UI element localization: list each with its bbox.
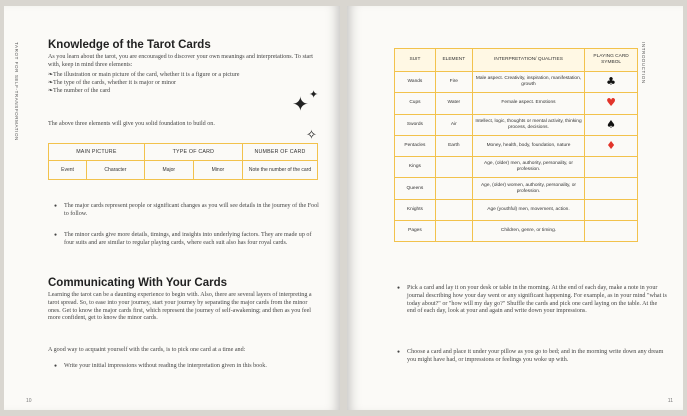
table-row — [395, 72, 638, 93]
heading-knowledge: Knowledge of the Tarot Cards — [48, 39, 211, 51]
table-row — [395, 93, 638, 114]
quality-cell: Age (youthful) men, movement, action. — [472, 199, 584, 220]
table-cell: Minor — [193, 161, 242, 180]
communicating-paragraph-2: A good way to acquaint yourself with the cards, is to pick one card at a time and: — [48, 347, 246, 353]
symbol-cell — [585, 199, 638, 220]
symbol-cell — [585, 178, 638, 199]
table-header: NUMBER OF CARD — [243, 144, 318, 161]
quality-cell: Female aspect. Emotions — [472, 93, 584, 114]
element-cell: Water — [435, 93, 472, 114]
element-cell: Air — [435, 114, 472, 135]
table-cell: Major — [144, 161, 193, 180]
heading-communicating: Communicating With Your Cards — [48, 277, 228, 289]
suit-cell: Swords — [395, 114, 436, 135]
left-page — [4, 6, 340, 410]
element-cell — [435, 178, 472, 199]
element-cell: Fire — [435, 72, 472, 93]
table-cell: Note the number of the card — [243, 161, 318, 180]
table-header: MAIN PICTURE — [49, 144, 145, 161]
elements-table — [48, 143, 318, 180]
element-cell — [435, 221, 472, 242]
quality-cell: Intellect, logic, thoughts or mental activity, thinking process, decisions. — [472, 114, 584, 135]
pick-card-bullet: ● Pick a card and lay it on your desk or table in the morning. At the end of each day, make a note in your journal describing how your day went or any significant happening. For example, as in your mind "what is today about?" or "how will my day go?" Shuffle the cards and pick one card laying on the table. At the end of each day, look at your and again and write down your impressions. — [397, 285, 667, 316]
suit-cell: Queens — [395, 178, 436, 199]
table-header: SUIT — [395, 49, 436, 72]
heart-icon: ♥ — [606, 96, 617, 110]
table-row — [395, 157, 638, 178]
right-page — [347, 6, 683, 410]
spade-icon: ♠ — [606, 117, 617, 131]
table-header: INTERPRETATION/ QUALITIES — [472, 49, 584, 72]
table-row — [395, 221, 638, 242]
suit-cell: Cups — [395, 93, 436, 114]
right-vertical-label: INTRODUCTION — [641, 42, 647, 84]
club-icon: ♣ — [606, 75, 617, 89]
table-cell: Character — [87, 161, 145, 180]
suit-cell: Wands — [395, 72, 436, 93]
quality-cell: Male aspect. Creativity, inspiration, manifestation, growth — [472, 72, 584, 93]
suit-table — [394, 48, 638, 242]
suit-cell: Pages — [395, 221, 436, 242]
element-cell: Earth — [435, 135, 472, 156]
communicating-paragraph: Learning the tarot can be a daunting experience to begin with. Also, there are several layers of interpreting a tarot spread. So, to ease into your journey, start your journey by separating the major cards from the minor ones. Get to know the major cards first, which represent the journey of self-awakening; and then as you feel more confident, get to know the minor cards. — [48, 292, 312, 322]
symbol-cell — [585, 157, 638, 178]
table-row — [395, 114, 638, 135]
element-cell — [435, 157, 472, 178]
table-header: ELEMENT — [435, 49, 472, 72]
list-item: ❧ The illustration or main picture of the card, whether it is a figure or a picture — [48, 72, 298, 80]
major-cards-bullet: ● The major cards represent people or significant changes as you will see details in the journey of the Fool to follow. — [54, 203, 322, 219]
table-header: PLAYING CARD SYMBOL — [585, 49, 638, 72]
suit-cell: Kings — [395, 157, 436, 178]
symbol-cell — [585, 221, 638, 242]
pillow-card-bullet: ● Choose a card and place it under your pillow as you go to bed; and in the morning write down any dream you might have had, or impressions or feelings you woke up with. — [397, 349, 667, 365]
sparkle-icon: ✦ — [309, 88, 319, 101]
quality-cell: Age, (older) men, authority, personality, or profession. — [472, 157, 584, 178]
left-vertical-label: TAROT FOR SELF-TRANSFORMATION — [14, 42, 19, 141]
diamond-icon: ♦ — [606, 139, 617, 153]
quality-cell: Age, (older) women, authority, personality, or profession. — [472, 178, 584, 199]
table-cell: Event — [49, 161, 87, 180]
write-impressions-bullet: ● Write your initial impressions without reading the interpretation given in this book. — [54, 363, 322, 371]
suit-cell: Pentacles — [395, 135, 436, 156]
elements-list — [48, 72, 298, 95]
table-row — [395, 135, 638, 156]
sparkle-icon: ✧ — [306, 128, 317, 143]
sparkle-icon: ✦ — [292, 92, 309, 116]
intro-paragraph: As you learn about the tarot, you are encouraged to discover your own meanings and interpretations. To start with, keep in mind three elements: — [48, 54, 313, 68]
minor-cards-bullet: ● The minor cards give more details, timings, and insights into underlying factors. They are made up of four suits and are similar to regular playing cards, where each suit also has four royal cards. — [54, 232, 322, 248]
table-row — [395, 178, 638, 199]
quality-cell: Children, genre, or timing. — [472, 221, 584, 242]
elements-note: The above three elements will give you solid foundation to build on. — [48, 121, 215, 127]
element-cell — [435, 199, 472, 220]
suit-cell: Knights — [395, 199, 436, 220]
table-row — [395, 199, 638, 220]
page-number: 10 — [26, 398, 32, 404]
quality-cell: Money, health, body, foundation, nature — [472, 135, 584, 156]
list-item: ❧ The number of the card — [48, 88, 298, 96]
page-number: 11 — [667, 398, 673, 404]
list-item: ❧ The type of the cards, whether it is major or minor — [48, 80, 298, 88]
table-header: TYPE OF CARD — [144, 144, 242, 161]
